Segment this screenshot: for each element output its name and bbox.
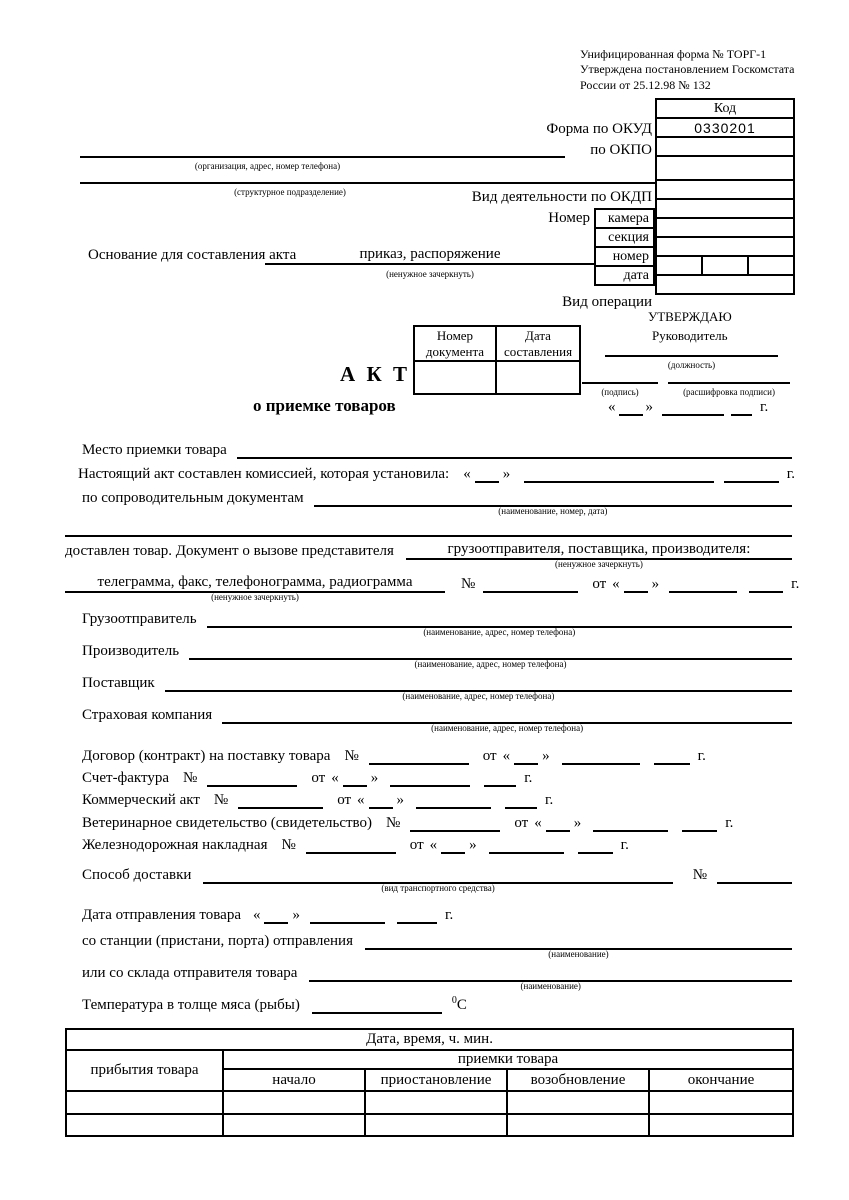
manufacturer-label: Производитель bbox=[82, 643, 180, 659]
station-row bbox=[82, 932, 792, 959]
year-suffix: г. bbox=[444, 907, 454, 923]
empty-cell bbox=[66, 1114, 223, 1136]
commercial-act-label: Коммерческий акт bbox=[82, 792, 200, 808]
acceptance-header: приемки товара bbox=[223, 1050, 793, 1069]
delivery-method-row bbox=[82, 866, 792, 893]
name-address-caption: (наименование, адрес, номер телефона) bbox=[431, 723, 584, 733]
basis-label: Основание для составления акта bbox=[88, 247, 297, 263]
quote-open: « bbox=[612, 576, 620, 592]
col-suspension: приостановление bbox=[365, 1069, 507, 1091]
number-fill-line bbox=[483, 575, 578, 593]
codes-table bbox=[655, 98, 795, 295]
number-sign: № bbox=[386, 815, 401, 831]
month-fill-line bbox=[390, 769, 470, 787]
telegram-segment bbox=[65, 574, 445, 602]
quote-close: » bbox=[396, 792, 405, 808]
number-fill-line bbox=[717, 866, 792, 884]
veterinary-row bbox=[82, 814, 733, 832]
insurance-fill-line bbox=[222, 706, 792, 733]
position-caption: (должность) bbox=[667, 360, 716, 370]
celsius-letter: С bbox=[456, 997, 467, 1013]
day-fill-line bbox=[343, 769, 367, 787]
organization-caption: (организация, адрес, номер телефона) bbox=[194, 161, 341, 171]
quote-open: « bbox=[252, 907, 261, 923]
quote-open: « bbox=[463, 466, 471, 482]
commercial-act-row bbox=[82, 791, 553, 809]
station-fill-line bbox=[365, 932, 792, 959]
year-fill-line bbox=[654, 747, 690, 765]
codes-header-cell: Код bbox=[656, 99, 794, 118]
month-fill-line bbox=[524, 465, 714, 483]
year-fill-line bbox=[505, 791, 537, 809]
name-address-caption: (наименование, адрес, номер телефона) bbox=[414, 659, 567, 669]
day-fill-line bbox=[514, 747, 538, 765]
organization-fill-line bbox=[80, 143, 565, 158]
col-end: окончание bbox=[649, 1069, 793, 1091]
quote-close: » bbox=[573, 815, 582, 831]
doc-date-cell bbox=[496, 361, 580, 394]
name-address-caption: (наименование, адрес, номер телефона) bbox=[402, 691, 555, 701]
doc-number-header: Номер документа bbox=[414, 326, 496, 361]
consignor-fill-line bbox=[207, 610, 792, 637]
signature-name-fill-line bbox=[668, 370, 790, 384]
number-sign: № bbox=[344, 748, 359, 764]
approve-label: УТВЕРЖДАЮ bbox=[648, 309, 732, 324]
place-label: Место приемки товара bbox=[82, 442, 227, 458]
insurance-row bbox=[82, 706, 792, 733]
position-fill-line bbox=[605, 343, 778, 357]
page-title: А К Т bbox=[340, 362, 410, 386]
sublabel-number: номер bbox=[595, 247, 654, 266]
insurance-label: Страховая компания bbox=[82, 707, 213, 723]
date-code-cell-2 bbox=[702, 256, 748, 275]
month-fill-line bbox=[416, 791, 491, 809]
place-row bbox=[82, 441, 792, 459]
quote-close: » bbox=[651, 576, 660, 592]
blank-fill-line bbox=[65, 519, 792, 537]
empty-cell bbox=[649, 1091, 793, 1114]
blank-code-cell bbox=[656, 156, 794, 180]
signature-name-caption: (расшифровка подписи) bbox=[683, 387, 775, 397]
col-resumption: возобновление bbox=[507, 1069, 649, 1091]
doc-number-table bbox=[413, 325, 581, 395]
empty-cell bbox=[507, 1091, 649, 1114]
commission-row bbox=[78, 465, 795, 483]
okdp-label: Вид деятельности по ОКДП bbox=[471, 189, 652, 205]
number-fill-line bbox=[306, 836, 396, 854]
okdp-code-cell bbox=[656, 180, 794, 199]
signature-caption: (подпись) bbox=[601, 387, 639, 397]
quote-open: « bbox=[429, 837, 438, 853]
year-fill-line bbox=[749, 575, 783, 593]
accompanying-caption: (наименование, номер, дата) bbox=[498, 506, 608, 516]
form-meta-line-3: России от 25.12.98 № 132 bbox=[580, 77, 711, 92]
year-fill-line bbox=[397, 906, 437, 924]
empty-cell bbox=[365, 1114, 507, 1136]
from-label: от bbox=[311, 770, 326, 786]
arrival-header: прибытия товара bbox=[66, 1050, 223, 1091]
col-start: начало bbox=[223, 1069, 365, 1091]
form-meta-line-1: Унифицированная форма № ТОРГ-1 bbox=[580, 47, 767, 61]
warehouse-row bbox=[82, 964, 792, 991]
quote-close: » bbox=[502, 466, 511, 482]
month-fill-line bbox=[593, 814, 668, 832]
day-fill-line bbox=[624, 575, 648, 593]
year-suffix: г. bbox=[524, 770, 533, 786]
consignor-row bbox=[82, 610, 792, 637]
quote-close: » bbox=[469, 837, 477, 853]
degree-sup: 0 bbox=[451, 995, 457, 1006]
okpo-label: по ОКПО bbox=[590, 142, 652, 158]
page-subtitle: о приемке товаров bbox=[253, 396, 396, 415]
delivered-row bbox=[65, 541, 792, 569]
month-fill-line bbox=[489, 836, 564, 854]
from-label: от bbox=[482, 748, 497, 764]
year-suffix: г. bbox=[791, 576, 800, 592]
year-fill-line bbox=[731, 398, 752, 416]
empty-cell bbox=[66, 1091, 223, 1114]
year-suffix: г. bbox=[545, 792, 554, 808]
day-fill-line bbox=[475, 465, 499, 483]
year-suffix: г. bbox=[697, 748, 706, 764]
strike-caption: (ненужное зачеркнуть) bbox=[555, 559, 643, 569]
number-fill-line bbox=[238, 791, 323, 809]
basis-strike-caption: (ненужное зачеркнуть) bbox=[386, 269, 474, 279]
signature-fill-line bbox=[582, 370, 658, 384]
doc-date-header: Дата составления bbox=[496, 326, 580, 361]
delivery-method-label: Способ доставки bbox=[82, 867, 192, 883]
year-fill-line bbox=[484, 769, 516, 787]
month-fill-line bbox=[669, 575, 737, 593]
place-fill-line bbox=[237, 441, 792, 459]
camera-code-cell bbox=[656, 199, 794, 218]
from-label: от bbox=[592, 576, 607, 592]
year-fill-line bbox=[682, 814, 717, 832]
unit-fill-line bbox=[80, 169, 655, 184]
quote-open: « bbox=[534, 815, 542, 831]
quote-open: « bbox=[331, 770, 339, 786]
manufacturer-fill-line bbox=[189, 642, 792, 669]
empty-cell bbox=[649, 1114, 793, 1136]
veterinary-label: Ветеринарное свидетельство (свидетельство) bbox=[82, 815, 373, 831]
temperature-label: Температура в толще мяса (рыбы) bbox=[82, 997, 300, 1013]
supplier-label: Поставщик bbox=[82, 675, 155, 691]
quote-close: » bbox=[370, 770, 379, 786]
year-fill-line bbox=[578, 836, 613, 854]
okud-label: Форма по ОКУД bbox=[546, 121, 652, 137]
empty-cell bbox=[223, 1091, 365, 1114]
invoice-row bbox=[82, 769, 532, 787]
departure-date-row bbox=[82, 906, 453, 924]
time-table-header: Дата, время, ч. мин. bbox=[66, 1029, 793, 1050]
warehouse-fill-line bbox=[309, 964, 792, 991]
quote-close: » bbox=[645, 399, 653, 415]
number-fill-line bbox=[410, 814, 500, 832]
quote-close: » bbox=[542, 748, 550, 764]
station-label: со станции (пристани, порта) отправления bbox=[82, 933, 353, 949]
day-fill-line bbox=[264, 906, 288, 924]
supplier-row bbox=[82, 674, 792, 701]
delivered-value: грузоотправителя, поставщика, производителя: bbox=[447, 541, 751, 557]
year-suffix: г. bbox=[725, 815, 734, 831]
from-label: от bbox=[514, 815, 529, 831]
railway-row bbox=[82, 836, 629, 854]
telegram-value: телеграмма, факс, телефонограмма, радиограмма bbox=[97, 574, 413, 590]
contract-label: Договор (контракт) на поставку товара bbox=[82, 748, 331, 764]
temperature-unit bbox=[452, 995, 467, 1014]
name-caption: (наименование) bbox=[520, 981, 581, 991]
time-table bbox=[65, 1028, 794, 1137]
sublabel-date: дата bbox=[595, 266, 654, 285]
date-code-cell-1 bbox=[656, 256, 702, 275]
delivered-value-segment bbox=[406, 541, 792, 569]
day-fill-line bbox=[369, 791, 393, 809]
consignor-label: Грузоотправитель bbox=[82, 611, 197, 627]
form-meta-line-2: Утверждена постановлением Госкомстата bbox=[580, 62, 795, 77]
unit-caption: (структурное подразделение) bbox=[234, 187, 346, 197]
number-label: Номер bbox=[548, 210, 590, 226]
year-fill-line bbox=[724, 465, 779, 483]
year-suffix: г. bbox=[760, 399, 769, 415]
operation-code-cell bbox=[656, 275, 794, 294]
number-fill-line bbox=[369, 747, 469, 765]
date-code-cell-3 bbox=[748, 256, 794, 275]
day-fill-line bbox=[619, 398, 643, 416]
number-sign: № bbox=[692, 867, 707, 883]
contract-row bbox=[82, 747, 706, 765]
number-sign: № bbox=[281, 837, 296, 853]
accompanying-label: по сопроводительным документам bbox=[82, 490, 304, 506]
name-caption: (наименование) bbox=[548, 949, 609, 959]
railway-label: Железнодорожная накладная bbox=[82, 837, 268, 853]
manufacturer-row bbox=[82, 642, 792, 669]
section-code-cell bbox=[656, 218, 794, 237]
empty-cell bbox=[507, 1114, 649, 1136]
empty-cell bbox=[223, 1114, 365, 1136]
approval-date-row bbox=[608, 398, 798, 416]
sublabel-camera: камера bbox=[595, 209, 654, 228]
from-label: от bbox=[409, 837, 424, 853]
supplier-fill-line bbox=[165, 674, 792, 701]
number-sign: № bbox=[461, 576, 476, 592]
basis-value: приказ, распоряжение bbox=[265, 246, 595, 265]
invoice-label: Счет-фактура bbox=[82, 770, 170, 786]
year-suffix: г. bbox=[620, 837, 629, 853]
month-fill-line bbox=[310, 906, 385, 924]
name-address-caption: (наименование, адрес, номер телефона) bbox=[423, 627, 576, 637]
delivery-method-fill-line bbox=[203, 866, 672, 893]
departure-date-label: Дата отправления товара bbox=[82, 907, 241, 923]
okud-code-cell: 0330201 bbox=[656, 118, 794, 137]
temperature-row bbox=[82, 995, 467, 1014]
accompanying-fill-line bbox=[314, 489, 792, 516]
warehouse-label: или со склада отправителя товара bbox=[82, 965, 298, 981]
number-sublabels-table bbox=[594, 208, 655, 286]
year-suffix: г. bbox=[786, 466, 795, 482]
number-sign: № bbox=[183, 770, 198, 786]
month-fill-line bbox=[562, 747, 640, 765]
from-label: от bbox=[337, 792, 352, 808]
empty-cell bbox=[365, 1091, 507, 1114]
okpo-code-cell bbox=[656, 137, 794, 156]
commission-label: Настоящий акт составлен комиссией, которая установила: bbox=[78, 466, 450, 482]
head-label: Руководитель bbox=[652, 328, 728, 343]
telegram-row bbox=[65, 574, 800, 602]
number-sign: № bbox=[213, 792, 229, 808]
quote-open: « bbox=[608, 399, 616, 415]
temperature-fill-line bbox=[312, 996, 442, 1014]
month-fill-line bbox=[662, 398, 724, 416]
day-fill-line bbox=[441, 836, 465, 854]
operation-type-label: Вид операции bbox=[562, 294, 652, 310]
delivered-label: доставлен товар. Документ о вызове представителя bbox=[65, 543, 394, 559]
number-fill-line bbox=[207, 769, 297, 787]
form-meta-block bbox=[580, 47, 794, 93]
quote-open: « bbox=[357, 792, 365, 808]
accompanying-row bbox=[82, 489, 792, 516]
transport-caption: (вид транспортного средства) bbox=[381, 883, 495, 893]
day-fill-line bbox=[546, 814, 570, 832]
strike-caption: (ненужное зачеркнуть) bbox=[211, 592, 299, 602]
number-code-cell bbox=[656, 237, 794, 256]
quote-open: « bbox=[502, 748, 511, 764]
quote-close: » bbox=[292, 907, 300, 923]
sublabel-section: секция bbox=[595, 228, 654, 247]
